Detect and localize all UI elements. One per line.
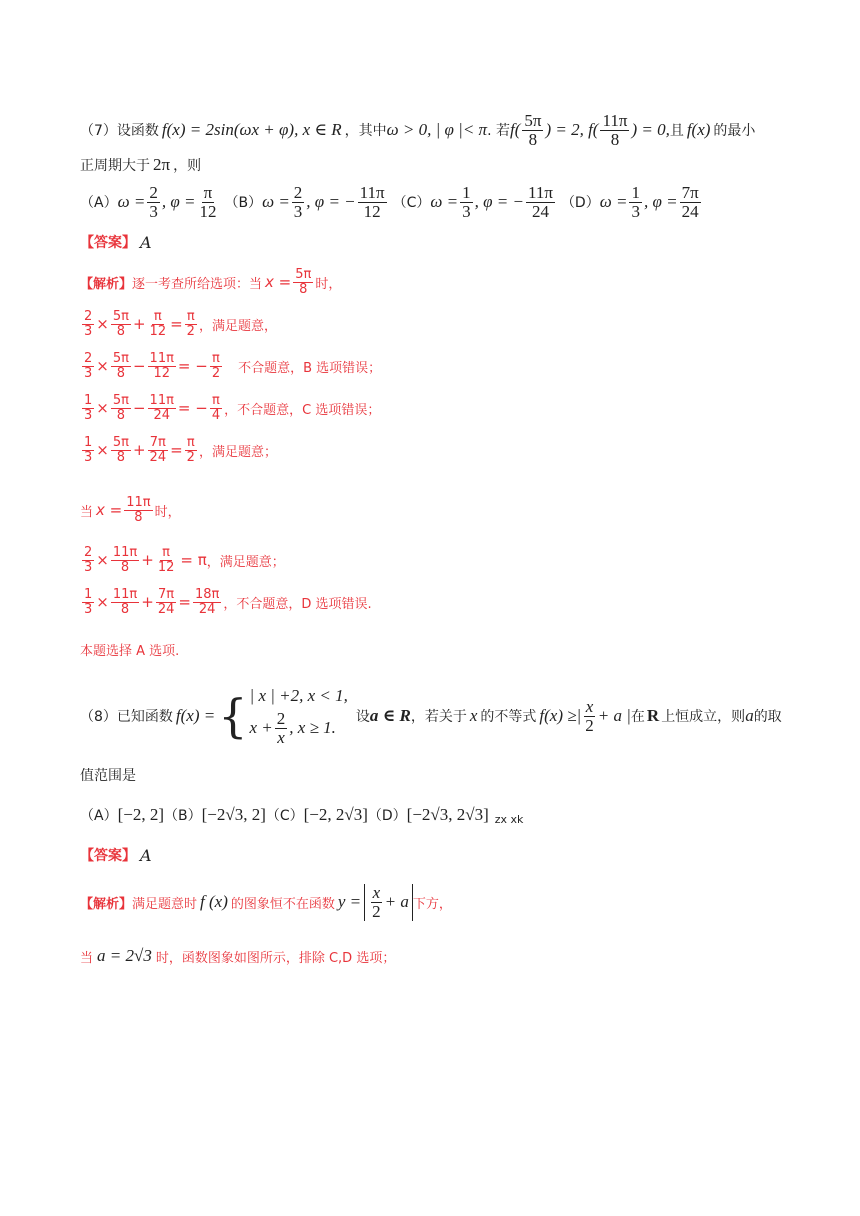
q7-f1-num: 5π [524, 111, 542, 130]
q7-option-c-w-den: 3 [462, 201, 471, 221]
q8-cases [250, 686, 348, 747]
q8-mid: ，若关于 [410, 709, 467, 726]
q8-sol-y-den: 2 [372, 901, 381, 921]
q7-sol-row-6 [80, 588, 372, 616]
q7-r6-c-den: 24 [157, 601, 175, 617]
q7-r2-c-den: 12 [153, 365, 170, 381]
q8-sol-line2 [80, 946, 395, 966]
q7-r6-r [193, 588, 221, 616]
q8-answer-value: A [140, 845, 152, 865]
q7-option-b-p-frac [358, 184, 387, 221]
q8-option-b-value: [−2√3, 2] [201, 804, 266, 824]
q7-sol-conclusion-text: 本题选择 A 选项. [80, 644, 180, 659]
q7-r2-r-num: π [212, 351, 220, 366]
q7-sol-x2-den: 8 [134, 509, 143, 525]
q8-option-b-label: （B） [164, 807, 202, 824]
q7-r5-a-num: 2 [84, 545, 93, 560]
q7-r4-b-num: 5π [112, 435, 129, 450]
q7-f1-pre: f( [509, 120, 521, 140]
q7-option-d-w-num: 1 [631, 183, 640, 202]
q7-options [80, 184, 703, 221]
q7-sol-x1-num: 5π [295, 267, 312, 282]
q7-sol-x2-num: 11π [126, 495, 151, 510]
q8-case2-frac [275, 710, 288, 747]
q7-option-d-p-num: 7π [681, 183, 699, 202]
q8-case2-num: 2 [276, 709, 286, 728]
q7-f1-den: 8 [528, 129, 538, 149]
q7-option-d-w: ω = [599, 192, 628, 212]
q7-r1-a-den: 3 [84, 323, 93, 339]
q7-r5-c-den: 12 [157, 559, 175, 575]
q7-line2-end: ，则 [173, 158, 202, 174]
q7-sol-label: 【解析】 [80, 276, 133, 292]
q7-option-b-w-den: 3 [293, 201, 303, 221]
q7-r3-r-num: π [212, 393, 220, 408]
q8-option-d-label: （D） [367, 807, 407, 824]
q8-sol-a-value: a = 2√3 [97, 946, 152, 965]
q7-r1-op2: + [132, 315, 146, 334]
q8-rest2: 的取 [753, 709, 782, 726]
q7-r5-a-den: 3 [84, 559, 93, 575]
q8-answer-label: 【答案】 [80, 848, 136, 864]
q8-rest: 上恒成立，则 [661, 709, 746, 726]
q8-sol-y-eq: y = [337, 892, 362, 912]
q7-option-d-w-den: 3 [631, 201, 640, 221]
q7-r4-a-num: 1 [84, 435, 93, 450]
q7-stem-line2 [80, 155, 201, 175]
q7-r4-r [185, 436, 197, 464]
q7-r3-r [210, 394, 222, 422]
q7-r3-b-num: 5π [112, 393, 129, 408]
q7-option-a-w-den: 3 [149, 201, 158, 221]
q7-option-c-w-num: 1 [462, 183, 471, 202]
q7-r4-a-den: 3 [84, 449, 93, 465]
q7-option-a-label: （A） [80, 195, 118, 212]
q7-f2-post: ) = 0, [631, 120, 670, 140]
q8-piecewise [218, 686, 348, 747]
q7-sol-row-4 [80, 436, 277, 464]
q7-f1-arg [522, 112, 543, 149]
q7-stem-line1 [80, 112, 755, 149]
q8-ineq-fx: f(x) ≥| [539, 706, 582, 726]
q7-r5-c-num: π [162, 545, 170, 560]
q7-r4-c [148, 436, 169, 464]
q8-case2-post: , x ≥ 1. [289, 718, 336, 738]
q8-stem-line1 [80, 686, 782, 747]
q7-r6-b-den: 8 [120, 601, 130, 617]
q8-option-a-label: （A） [80, 807, 118, 824]
q7-sol-x1 [293, 268, 313, 296]
q8-sol-y-num: x [372, 883, 381, 902]
q7-r6-a-den: 3 [84, 601, 93, 617]
q7-r6-r-den: 24 [198, 601, 216, 617]
q7-r6-eq: = [178, 593, 191, 612]
q7-f2-den: 8 [610, 129, 620, 149]
q7-r1-c [148, 310, 169, 338]
q7-r6-note: ，不合题意，D 选项错误. [223, 596, 372, 612]
q7-r2-op1: × [96, 357, 109, 376]
q7-r2-op2: − [132, 357, 146, 376]
q7-r2-note: 不合题意，B 选项错误； [238, 360, 382, 376]
q7-r4-op2: + [132, 441, 146, 460]
q8-option-d-value: [−2√3, 2√3] [406, 804, 489, 824]
q7-r1-b-den: 8 [116, 323, 126, 339]
q7-r1-r-num: π [186, 309, 195, 324]
q7-line2-value: 2π [153, 155, 171, 174]
q7-option-c-p-den: 24 [531, 201, 549, 221]
q7-r6-b [111, 588, 139, 616]
q7-r1-c-den: 12 [149, 323, 167, 339]
q8-sol-abs [364, 884, 413, 921]
q7-cond-intro: ，其中 [344, 123, 387, 140]
q8-sol-y-post: + a [384, 892, 409, 912]
q7-sol-x2-eq: x = [96, 501, 123, 520]
q7-r5-c [156, 546, 177, 574]
q8-case2 [250, 710, 348, 747]
q7-r3-c [148, 394, 176, 422]
q7-r4-r-den: 2 [186, 449, 195, 465]
q8-a: a [745, 706, 754, 726]
q8-option-c-value: [−2, 2√3] [303, 804, 368, 824]
q8-set: 设 [355, 709, 370, 726]
q8-sol-text3: 下方， [412, 896, 452, 912]
q7-condition: ω > 0, | φ |< π [386, 120, 488, 140]
q7-sol-intro [80, 268, 341, 296]
q8-brace: { [218, 689, 248, 744]
q7-r6-c-num: 7π [158, 587, 175, 602]
q7-r4-a [82, 436, 94, 464]
q7-option-b-p-num: 11π [359, 183, 385, 202]
q7-option-b-label: （B） [224, 195, 263, 212]
q7-f1-post: ) = 2, f( [545, 120, 599, 140]
q8-R: R [646, 706, 660, 726]
q7-r5-b-num: 11π [112, 545, 138, 560]
q7-option-c-p-frac [526, 184, 555, 221]
q8-line2-text: 值范围是 [80, 768, 136, 784]
q8-ineq-frac [583, 698, 596, 735]
q7-option-a-w: ω = [117, 192, 146, 212]
q7-r4-note: ，满足题意； [198, 444, 277, 460]
q7-r6-op2: + [141, 593, 154, 612]
q7-option-b-w-num: 2 [293, 183, 303, 202]
q7-option-d-label: （D） [560, 195, 600, 212]
q7-f2-num: 11π [602, 111, 628, 130]
q8-sol-line1 [80, 884, 452, 921]
q8-case2-pre: x + [249, 718, 273, 738]
q7-r3-op1: × [96, 399, 109, 418]
q7-cond-if: . 若 [487, 123, 510, 140]
q7-option-c-p: , φ = − [474, 192, 524, 212]
q7-option-c-w-frac [460, 184, 473, 221]
q7-option-d-p-den: 24 [681, 201, 699, 221]
q7-option-d-p: , φ = [643, 192, 678, 212]
q7-sol-x1-den: 8 [299, 281, 308, 297]
q7-function-def: f(x) = 2sin(ωx + φ), x ∈ R [161, 120, 342, 140]
q7-sol-row-5 [80, 546, 285, 574]
q8-a-in-r: a ∈ R [369, 706, 411, 726]
q7-option-a-w-frac [147, 184, 160, 221]
q7-sol-x2-then: 时， [154, 504, 181, 520]
q7-answer [80, 232, 152, 252]
q7-option-a-p-num: π [203, 183, 213, 202]
q7-r5-a [82, 546, 94, 574]
q7-r2-eq: = − [177, 357, 208, 376]
q8-ineq-num: x [585, 697, 594, 716]
q7-r3-op2: − [132, 399, 146, 418]
q7-r2-b [111, 352, 131, 380]
q7-r6-a [82, 588, 94, 616]
q7-r2-a-num: 2 [84, 351, 93, 366]
q8-sol-fx: f (x) [200, 892, 228, 912]
q7-r2-a-den: 3 [84, 365, 93, 381]
q8-case2-den: x [277, 727, 285, 747]
q8-sol-when: 当 [80, 950, 94, 966]
q7-option-d-w-frac [629, 184, 642, 221]
q7-r5-op1: × [96, 551, 109, 570]
q7-r2-b-den: 8 [116, 365, 126, 381]
q7-r1-op1: × [96, 315, 109, 334]
q8-number: （8）已知函数 [80, 709, 173, 726]
q7-tail-end: 的最小 [713, 123, 756, 140]
q7-r4-c-num: 7π [149, 435, 166, 450]
q7-sol-row-2 [80, 352, 381, 380]
q7-option-a-p-den: 12 [199, 201, 217, 221]
q8-ineq-post: + a | [597, 706, 631, 726]
q7-option-b-p: , φ = − [306, 192, 356, 212]
q7-r1-eq: = [170, 315, 183, 334]
q7-sol-x-then: 时， [315, 276, 342, 292]
q7-sol-when2 [80, 496, 181, 524]
q7-option-b-w-frac [292, 184, 305, 221]
q7-r1-b-num: 5π [112, 309, 129, 324]
q7-r2-b-num: 5π [112, 351, 129, 366]
q7-r1-c-num: π [153, 309, 162, 324]
q7-r3-r-den: 4 [211, 407, 221, 423]
q7-r6-c [156, 588, 177, 616]
q7-option-c-label: （C） [392, 195, 431, 212]
q7-r2-c-num: 11π [149, 351, 174, 366]
q7-r4-c-den: 24 [149, 449, 167, 465]
q8-sol-text2: 的图象恒不在函数 [230, 896, 335, 912]
q7-r2-r [210, 352, 222, 380]
q7-r1-note: ，满足题意， [198, 318, 277, 334]
q7-tail-fx: f(x) [686, 120, 711, 140]
q7-sol-x2 [124, 496, 152, 524]
q7-r1-b [111, 310, 131, 338]
q7-r1-a-num: 2 [84, 309, 93, 324]
q7-f2-arg [600, 112, 629, 149]
q7-line2-text: 正周期大于 [80, 158, 150, 174]
q7-r5-b [111, 546, 139, 574]
q8-option-a-value: [−2, 2] [117, 804, 164, 824]
q7-r3-note: ，不合题意，C 选项错误； [224, 402, 381, 418]
q7-r1-r [185, 310, 197, 338]
q7-r4-r-num: π [186, 435, 195, 450]
q7-sol-conclusion [80, 640, 179, 659]
q7-answer-label: 【答案】 [80, 235, 136, 251]
q7-sol-row-3 [80, 394, 380, 422]
q7-r1-a [82, 310, 94, 338]
q7-r5-eq: = π [180, 551, 207, 570]
q7-r3-c-num: 11π [149, 393, 174, 408]
q8-watermark: zx xk [494, 813, 524, 826]
q7-r5-b-den: 8 [120, 559, 130, 575]
q7-r2-a [82, 352, 94, 380]
q8-sol-label: 【解析】 [80, 896, 133, 912]
q7-r4-eq: = [170, 441, 183, 460]
q7-r2-r-den: 2 [211, 365, 221, 381]
q7-r3-eq: = − [177, 399, 208, 418]
q8-case1: | x | +2, x < 1, [249, 686, 348, 705]
q8-fx: f(x) = [175, 706, 216, 726]
q7-r6-r-num: 18π [194, 587, 220, 602]
q7-r5-note: ，满足题意； [206, 554, 285, 570]
q7-option-c-w: ω = [430, 192, 459, 212]
q7-option-b-w: ω = [262, 192, 290, 212]
q7-tail: 且 [669, 123, 684, 140]
q8-answer [80, 845, 152, 865]
q7-option-a-p: , φ = [161, 192, 196, 212]
q7-option-a-w-num: 2 [149, 183, 158, 202]
q8-sol-y-frac [370, 884, 383, 921]
q8-in: 在 [630, 709, 645, 726]
q7-option-c-p-num: 11π [527, 183, 553, 202]
q8-sol-text1: 满足题意时 [132, 896, 198, 912]
q8-stem-line2 [80, 765, 136, 785]
q7-r3-b-den: 8 [116, 407, 126, 423]
q8-x: x [469, 706, 478, 726]
q8-ineq-pre: 的不等式 [480, 709, 537, 726]
q7-number: （7）设函数 [80, 123, 159, 140]
q8-ineq-den: 2 [585, 715, 594, 735]
q7-r3-b [111, 394, 131, 422]
q7-r6-a-num: 1 [84, 587, 93, 602]
q7-r2-c [148, 352, 176, 380]
q7-sol-when2-text: 当 [80, 504, 94, 520]
q7-r5-op2: + [141, 551, 154, 570]
q7-r1-r-den: 2 [186, 323, 195, 339]
q7-sol-intro-text: 逐一考查所给选项：当 [132, 276, 263, 292]
q7-r3-c-den: 24 [153, 407, 170, 423]
q7-r4-b [111, 436, 131, 464]
q7-answer-value: A [140, 232, 152, 252]
q7-r3-a-num: 1 [84, 393, 93, 408]
q7-r3-a-den: 3 [84, 407, 93, 423]
q7-sol-x-eq: x = [265, 273, 292, 292]
q8-sol-text4: 时，函数图象如图所示，排除 C,D 选项； [155, 950, 396, 966]
q7-option-b-p-den: 12 [363, 201, 381, 221]
q7-r6-op1: × [96, 593, 109, 612]
q7-r4-b-den: 8 [116, 449, 126, 465]
q7-option-a-p-frac [197, 184, 218, 221]
q7-sol-row-1 [80, 310, 277, 338]
q7-r6-b-num: 11π [112, 587, 138, 602]
q7-r4-op1: × [96, 441, 109, 460]
q8-option-c-label: （C） [265, 807, 304, 824]
q7-r3-a [82, 394, 94, 422]
q7-option-d-p-frac [680, 184, 701, 221]
q8-options [80, 803, 523, 826]
